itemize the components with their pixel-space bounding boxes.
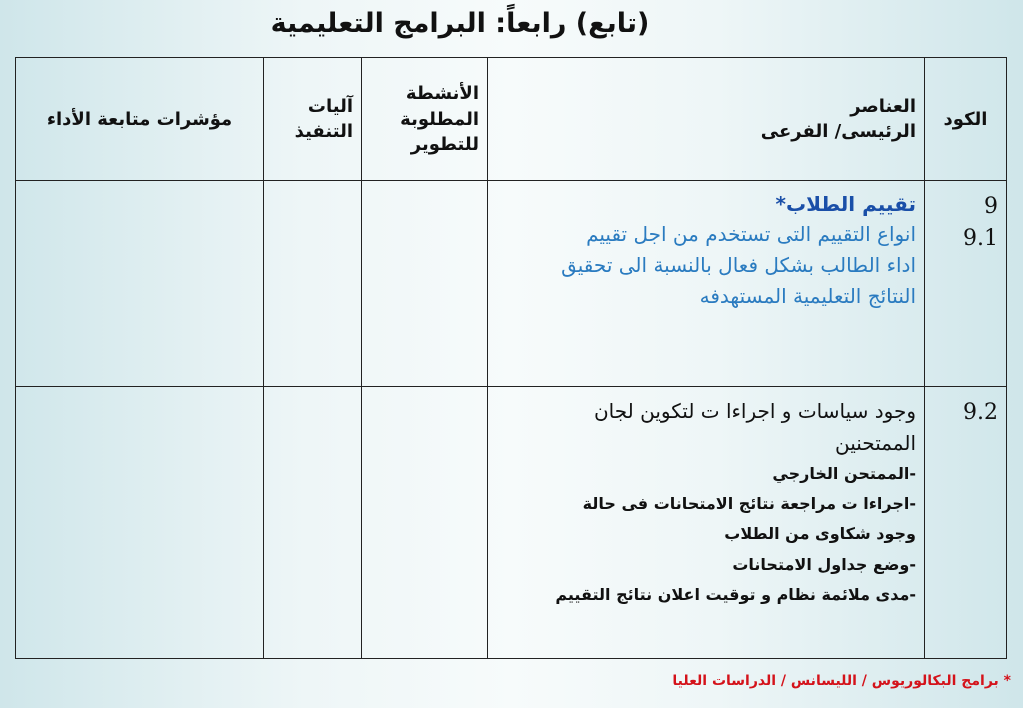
row2-elements-cell (488, 386, 925, 658)
row1-body-line3: النتائج التعليمية المستهدفه (699, 284, 916, 309)
row1-code-line2: 9.1 (963, 226, 998, 252)
header-elements-line1: العناصر (850, 95, 916, 117)
row1-indicators-cell (16, 181, 264, 386)
row2-body-line2: الممتحنين (834, 430, 916, 455)
row2-sub-item1: -الممتحن الخارجي (772, 463, 916, 483)
footnote: * برامج البكالوريوس / الليسانس / الدراسات العليا (672, 673, 1011, 689)
row1-heading: تقييم الطلاب* (775, 192, 916, 217)
header-mechanisms-line1: آليات (307, 95, 353, 117)
row1-elements-cell (488, 181, 925, 386)
row1-code-line1: 9 (984, 194, 998, 220)
header-indicators: مؤشرات متابعة الأداء (16, 58, 264, 181)
header-mechanisms-line2: التنفيذ (294, 121, 353, 143)
programs-table (15, 57, 1007, 659)
row1-body-line2: اداء الطالب بشكل فعال بالنسبة الى تحقيق (561, 253, 916, 278)
header-activities-line2: المطلوبة (400, 108, 479, 130)
row2-sub-item2: -اجراءا ت مراجعة نتائج الامتحانات فى حالة (582, 493, 916, 513)
header-activities-line1: الأنشطة (405, 83, 479, 105)
table-row (16, 181, 1007, 386)
header-elements-line2: الرئيسى/ الفرعى (760, 121, 916, 143)
table-row (16, 386, 1007, 658)
row1-body-line1: انواع التقييم التى تستخدم من اجل تقييم (586, 222, 916, 247)
row2-indicators-cell (16, 386, 264, 658)
row2-body-line1: وجود سياسات و اجراءا ت لتكوين لجان (593, 398, 916, 423)
slide-title: (تابع) رابعاً: البرامج التعليمية (270, 8, 650, 39)
row2-code-line1: 9.2 (963, 399, 998, 425)
header-code: الكود (925, 58, 1007, 181)
row1-activities-cell (362, 181, 488, 386)
row1-code-cell (925, 181, 1007, 386)
table-header-row (16, 58, 1007, 181)
row2-mechanisms-cell (264, 386, 362, 658)
header-mechanisms (264, 58, 362, 181)
header-activities (362, 58, 488, 181)
row1-mechanisms-cell (264, 181, 362, 386)
header-activities-line3: للتطوير (410, 133, 479, 155)
row2-sub-item4: -وضع جداول الامتحانات (732, 554, 916, 574)
header-elements (488, 58, 925, 181)
row2-sub-item3: وجود شكاوى من الطلاب (724, 524, 916, 544)
row2-code-cell (925, 386, 1007, 658)
row2-activities-cell (362, 386, 488, 658)
row2-sub-item5: -مدى ملائمة نظام و توقيت اعلان نتائج التقييم (555, 585, 916, 605)
